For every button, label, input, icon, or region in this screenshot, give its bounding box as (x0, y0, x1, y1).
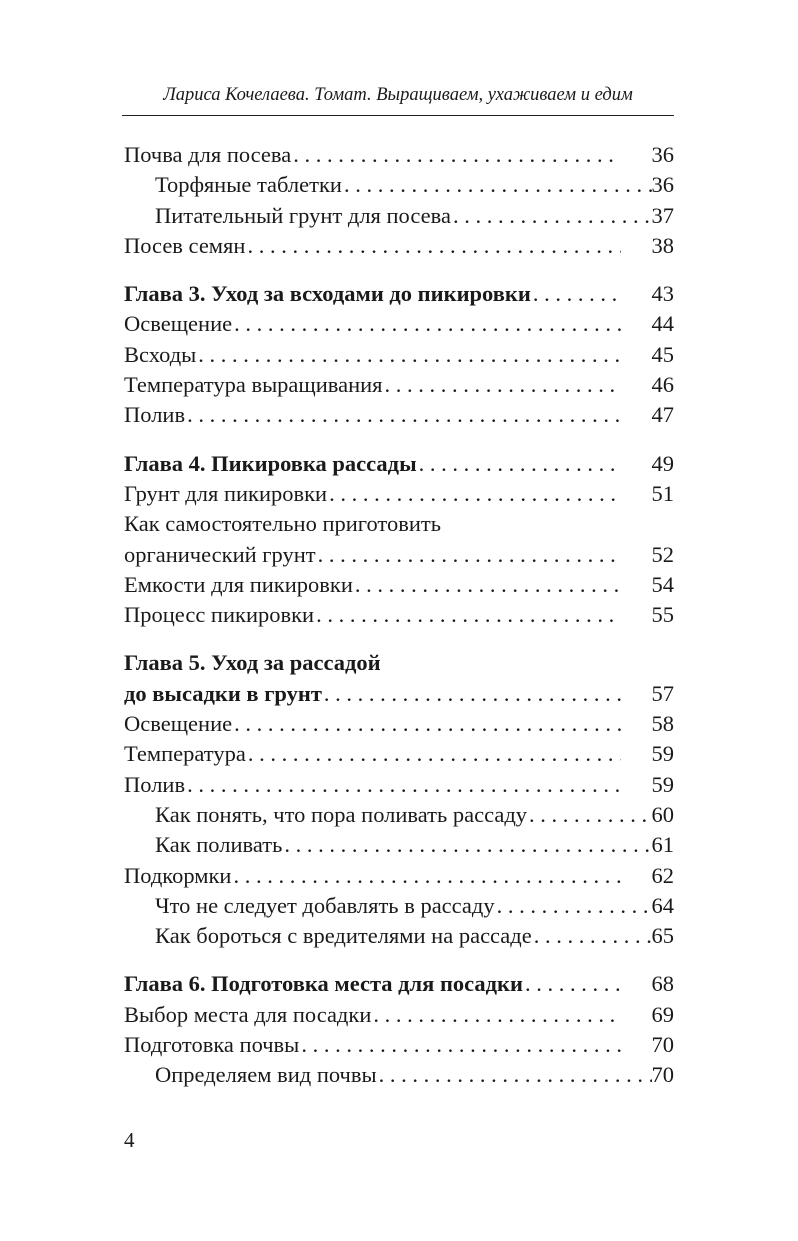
leader-dots (344, 170, 652, 200)
leader-dots (533, 279, 621, 309)
leader-dots (301, 1030, 621, 1060)
leader-dots (355, 570, 621, 600)
toc-entry-title: Грунт для пикировки (124, 480, 328, 506)
toc-entry-title: Освещение (124, 311, 233, 337)
toc-entry-title: Питательный грунт для посева (155, 202, 451, 228)
toc-entry (124, 770, 674, 800)
toc-entry-page: 37 (651, 202, 674, 228)
toc-entry (124, 709, 674, 739)
leader-dots (284, 830, 652, 860)
leader-dots (379, 1060, 652, 1090)
toc-entry-title: Температура (124, 741, 246, 767)
toc-entry-page: 46 (651, 372, 674, 398)
toc-entry-title: Выбор места для посадки (124, 1001, 372, 1027)
toc-entry (124, 861, 674, 891)
toc-entry-title: Емкости для пикировки (124, 571, 353, 597)
toc-entry (124, 800, 674, 830)
toc-entry-page: 43 (651, 281, 674, 307)
toc-entry-title: Полив (124, 402, 186, 428)
toc-entry (124, 400, 674, 430)
toc-entry-page: 59 (651, 741, 674, 767)
toc-entry (124, 370, 674, 400)
toc-entry-page: 51 (651, 480, 674, 506)
toc-entry (124, 479, 674, 509)
toc-entry-page: 69 (651, 1001, 674, 1027)
leader-dots (187, 770, 621, 800)
toc-chapter-title: Глава 3. Уход за всходами до пикировки (124, 281, 531, 307)
leader-dots (373, 1000, 621, 1030)
toc-entry-title: Как бороться с вредителями на рассаде (155, 923, 532, 949)
toc-entry-title: Подкормки (124, 862, 232, 888)
toc-entry-page: 65 (651, 923, 674, 949)
leader-dots (247, 231, 621, 261)
toc-entry-title: Как поливать (155, 832, 283, 858)
toc-chapter (124, 279, 674, 309)
toc-entry (124, 891, 674, 921)
toc-entry-page: 62 (651, 862, 674, 888)
leader-dots (534, 921, 652, 951)
leader-dots (318, 540, 621, 570)
header-rule (122, 115, 674, 116)
toc-chapter-title: Глава 4. Пикировка рассады (124, 450, 417, 476)
toc-entry-title: Посев семян (124, 232, 246, 258)
toc-entry (124, 1060, 674, 1090)
toc-entry (124, 600, 674, 630)
leader-dots (248, 739, 621, 769)
toc-entry (124, 1030, 674, 1060)
toc-entry-page: 59 (651, 771, 674, 797)
table-of-contents (124, 140, 674, 1091)
leader-dots (529, 800, 652, 830)
toc-entry (124, 830, 674, 860)
toc-entry-page: 49 (651, 450, 674, 476)
leader-dots (324, 679, 621, 709)
toc-entry-page: 55 (651, 602, 674, 628)
toc-entry-page: 58 (651, 711, 674, 737)
leader-dots (293, 140, 621, 170)
toc-entry (124, 201, 674, 231)
toc-chapter-title: Глава 6. Подготовка места для посадки (124, 971, 523, 997)
toc-entry-page: 70 (651, 1032, 674, 1058)
toc-chapter-title: Глава 5. Уход за рассадой (124, 650, 381, 676)
toc-entry (124, 340, 674, 370)
toc-entry-page: 64 (651, 892, 674, 918)
toc-chapter-title: до высадки в грунт (124, 680, 322, 706)
toc-entry-title: Как самостоятельно приготовить (124, 511, 441, 537)
toc-entry (124, 739, 674, 769)
leader-dots (234, 309, 621, 339)
toc-entry (124, 509, 674, 539)
toc-entry-title: Процесс пикировки (124, 602, 315, 628)
toc-entry (124, 921, 674, 951)
toc-entry-title: Подготовка почвы (124, 1032, 300, 1058)
toc-entry-title: Как понять, что пора поливать рассаду (155, 801, 528, 827)
toc-entry-page: 57 (651, 680, 674, 706)
running-header: Лариса Кочелаева. Томат. Выращиваем, ухаживаем и едим (163, 85, 633, 105)
toc-entry-page: 47 (651, 402, 674, 428)
toc-entry-page: 38 (651, 232, 674, 258)
toc-entry-title: Температура выращивания (124, 372, 383, 398)
leader-dots (497, 891, 652, 921)
toc-entry-title: Торфяные таблетки (155, 172, 342, 198)
leader-dots (329, 479, 621, 509)
toc-entry-title: Почва для посева (124, 142, 292, 167)
toc-entry-page: 60 (651, 801, 674, 827)
leader-dots (198, 340, 621, 370)
toc-entry-page: 54 (651, 571, 674, 597)
toc-chapter (124, 648, 674, 678)
leader-dots (316, 600, 621, 630)
toc-entry-title: органический грунт (124, 541, 316, 567)
toc-entry-page: 61 (651, 832, 674, 858)
leader-dots (419, 449, 621, 479)
toc-entry (124, 231, 674, 261)
toc-entry-title: Всходы (124, 341, 197, 367)
leader-dots (234, 709, 621, 739)
toc-chapter (124, 449, 674, 479)
toc-entry (124, 170, 674, 200)
toc-chapter (124, 679, 674, 709)
toc-entry (124, 140, 674, 170)
toc-entry-title: Определяем вид почвы (155, 1062, 377, 1088)
leader-dots (453, 201, 652, 231)
leader-dots (385, 370, 621, 400)
toc-entry-page: 52 (651, 541, 674, 567)
toc-entry (124, 540, 674, 570)
toc-chapter (124, 969, 674, 999)
toc-entry-title: Освещение (124, 711, 233, 737)
toc-entry (124, 309, 674, 339)
toc-entry-page: 45 (651, 341, 674, 367)
toc-entry-page: 36 (651, 172, 674, 198)
leader-dots (187, 400, 621, 430)
toc-entry-page: 44 (651, 311, 674, 337)
toc-entry-page: 36 (651, 142, 674, 167)
leader-dots (233, 861, 621, 891)
toc-entry (124, 1000, 674, 1030)
toc-entry-title: Полив (124, 771, 186, 797)
page-number: 4 (124, 1128, 135, 1152)
leader-dots (525, 969, 621, 999)
toc-entry (124, 570, 674, 600)
toc-entry-title: Что не следует добавлять в рассаду (155, 892, 495, 918)
toc-entry-page: 68 (651, 971, 674, 997)
toc-entry-page: 70 (651, 1062, 674, 1088)
